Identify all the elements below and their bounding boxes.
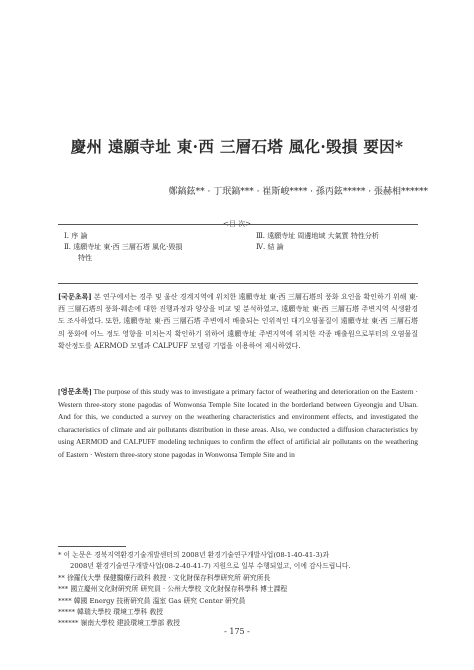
toc-label: <目 次>: [223, 220, 251, 228]
korean-abstract: [58, 291, 418, 352]
korean-abstract-body: 본 연구에서는 경주 및 울산 경계지역에 위치한 遠願寺址 東·西 三層石塔의 풍화 요인을 확인하기 위해 東·西 三層石塔의 풍화·훼손에 대한 진행과정과 양상을 비교 및 분석하였고, 遠願寺址 東·西 三層石塔 주변지역 식생환경도 조사하였다. 또한, 遠願寺址 東·西 三層石塔 주변에서 배출되는 인위적인 대기오염물질이 遠願寺址 東·西 三層石塔의 풍화에 어느 정도 영향을 미치는지 확인하기 위하여 遠願寺址 주변지역에 위치한 각종 배출원으로부터의 오염물질 확산정도를 AERMOD 모델과 CALPUFF 모델링 기법을 이용하여 제시하였다.: [58, 293, 418, 350]
toc-left-column: [64, 231, 239, 264]
english-abstract-heading: [영문초록]: [58, 387, 92, 396]
footnote: ** 徐羅伐大學 保健醫療行政科 敎授 · 文化財保存科學硏究所 硏究所長: [58, 573, 271, 582]
author-list: 鄭鎬鉉** · 丁珉鎬*** · 崔斯峻**** · 孫丙鉉***** · 張赫相******: [168, 187, 428, 197]
page-number: - 175 -: [224, 627, 250, 636]
toc-item: Ⅳ. 結 論: [256, 243, 284, 251]
footnote: * 이 논문은 경북지역환경기술개발센터의 2008년 환경기술연구개발사업(08-1-40-41-3)과: [58, 551, 329, 559]
footnote: 2008년 환경기술연구개발사업(08-2-40-41-7) 지원으로 일부 수행되었고, 이에 감사드립니다.: [70, 562, 351, 571]
footnote: **** 韓國 Energy 技術硏究員 溫室 Gas 硏究 Center 硏究員: [58, 596, 246, 605]
english-abstract: [58, 386, 418, 462]
footnote: ****** 嶺南大學校 建設環境工學部 敎授: [58, 619, 181, 628]
toc-right-column: [256, 231, 416, 253]
toc-item: Ⅲ. 遠願寺址 周邊地域 大氣質 特性分析: [256, 232, 379, 240]
table-of-contents: [58, 224, 418, 284]
toc-item: Ⅰ. 序 論: [64, 232, 88, 240]
footnote-divider: [58, 546, 126, 547]
english-abstract-body: The purpose of this study was to investigate a primary factor of weathering and deterioration on the Eastern · Western three-story stone pagodas of Wonwonsa Temple Site located in the borderland between Gyeongju and Ulsan. And for this, we conducted a survey on the weathering characteristics and environment effects, and investigated the characteristics of climate and air pollutants distribution in these areas. Also, we conducted a diffusion characteristics by using AERMOD and CALPUFF modeling techniques to confirm the effect of artificial air pollutants on the weathering of Eastern · Western three-story stone pagodas in Wonwonsa Temple Site and in: [58, 387, 418, 459]
toc-item: 特性: [78, 254, 92, 262]
toc-item: Ⅱ. 遠願寺址 東·西 三層石塔 風化·毁損: [64, 243, 183, 251]
footnotes: [58, 550, 418, 630]
footnote: ***** 韓瑞大學校 環境工學科 敎授: [58, 608, 164, 617]
footnote: *** 國立慶州文化財硏究所 硏究員 · 公州大學校 文化財保存科學科 博士課程: [58, 585, 288, 594]
paper-title: 慶州 遠願寺址 東·西 三層石塔 風化·毁損 要因*: [70, 137, 404, 156]
korean-abstract-heading: [국문초록]: [58, 292, 92, 301]
